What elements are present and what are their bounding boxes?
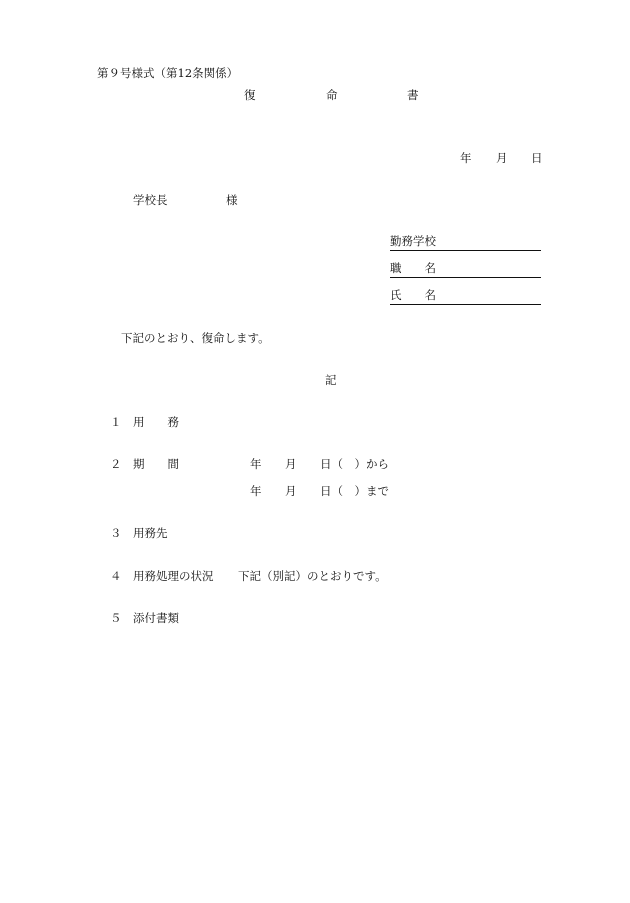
item-number: １ <box>110 415 122 429</box>
item-number: ２ <box>110 457 122 471</box>
name-field <box>390 290 541 305</box>
addressee-name: 学校長 <box>133 193 168 207</box>
item-number: ４ <box>110 569 122 583</box>
period-from-year: 年 <box>250 457 262 471</box>
school-field <box>390 236 541 251</box>
ki-heading: 記 <box>325 373 337 387</box>
period-to-year: 年 <box>250 484 262 498</box>
school-label: 勤務学校 <box>390 234 436 248</box>
date-month: 月 <box>496 151 508 165</box>
form-number: 第９号様式（第12条関係） <box>97 66 239 80</box>
item-value: 下記（別記）のとおりです。 <box>238 569 387 583</box>
period-to-day: 日（ ）まで <box>320 484 389 498</box>
addressee-honorific: 様 <box>226 193 238 207</box>
item-label: 添付書類 <box>133 611 179 625</box>
position-label: 職 名 <box>390 261 436 275</box>
item-number: ５ <box>110 611 122 625</box>
period-from-month: 月 <box>285 457 297 471</box>
position-field <box>390 263 541 278</box>
title-char-1: 復 <box>244 88 256 102</box>
date-day: 日 <box>531 151 543 165</box>
item-label: 用務先 <box>133 526 168 540</box>
period-from-day: 日（ ）から <box>320 457 389 471</box>
period-to-month: 月 <box>285 484 297 498</box>
item-label: 期 間 <box>133 457 179 471</box>
name-label: 氏 名 <box>390 288 436 302</box>
date-year: 年 <box>460 151 472 165</box>
item-number: ３ <box>110 526 122 540</box>
intro-text: 下記のとおり、復命します。 <box>121 331 270 345</box>
item-label: 用 務 <box>133 415 179 429</box>
title-char-2: 命 <box>326 88 338 102</box>
item-label: 用務処理の状況 <box>133 569 214 583</box>
title-char-3: 書 <box>407 88 419 102</box>
